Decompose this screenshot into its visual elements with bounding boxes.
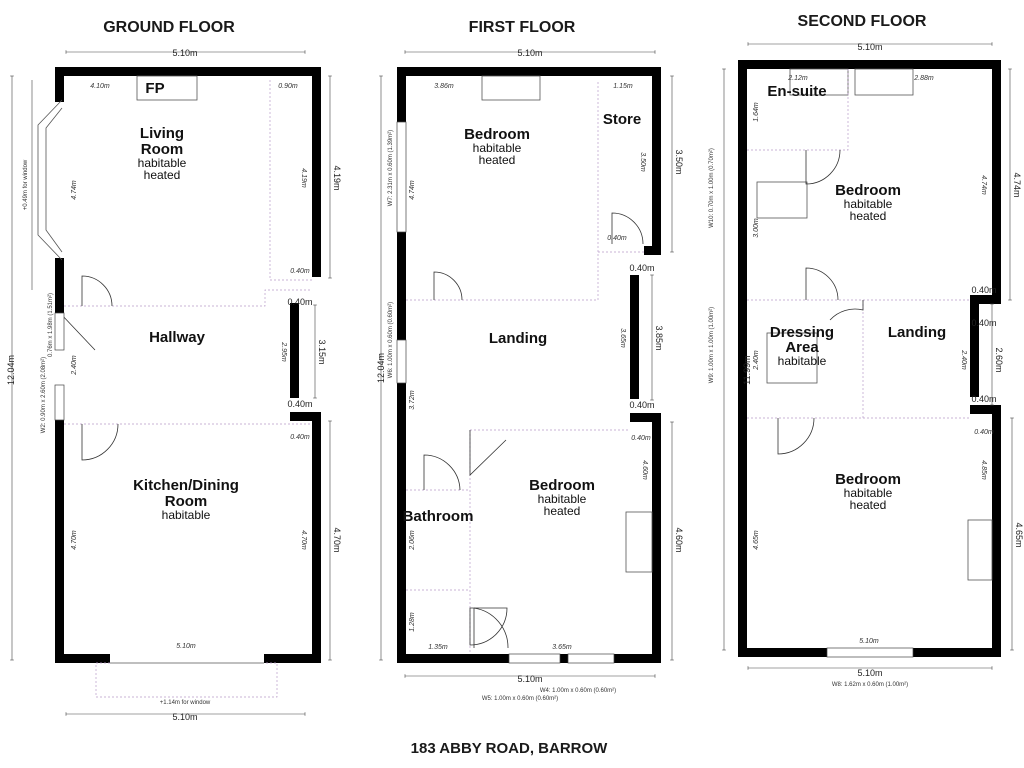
- ground-door-note: 0.76m x 1.98m (1.51m²): [48, 292, 54, 358]
- first-left-wall-mid: [397, 232, 406, 340]
- second-bedroom2-name: Bedroom: [835, 471, 901, 488]
- second-bottom-wall-right: [913, 648, 1001, 657]
- ground-living-name1: Living: [139, 125, 185, 142]
- second-right-wall-mid: [970, 295, 979, 397]
- second-w9-note: W9: 1.00m x 1.00m (1.00m²): [709, 306, 715, 384]
- second-bedroom-door[interactable]: [806, 268, 838, 300]
- second-bedroom1-name: Bedroom: [835, 182, 901, 199]
- ground-front-door[interactable]: [60, 313, 95, 350]
- ground-living-tag2: heated: [143, 168, 181, 182]
- first-bedroom2-fireplace: [626, 512, 652, 572]
- second-floor-title: SECOND FLOOR: [797, 13, 927, 30]
- ground-dim-step2: 0.40m: [287, 297, 313, 307]
- second-bed2-door[interactable]: [778, 418, 814, 454]
- ground-dim-kitchen-left: 4.70m: [71, 530, 78, 550]
- property-address: 183 ABBY ROAD, BARROW: [410, 740, 608, 757]
- second-dim-bed-left: 3.00m: [753, 218, 760, 238]
- first-w6-note: W6: 1.00m x 0.60m (0.60m²): [388, 301, 394, 379]
- second-dim-bed2-right: 4.85m: [980, 460, 987, 480]
- first-floor-title: FIRST FLOOR: [468, 19, 576, 36]
- ground-floor-plan: [6, 19, 342, 722]
- ground-w2-note: W2: 0.90m x 2.60m (2.08m²): [41, 356, 47, 434]
- first-right-wall-bottom: [652, 413, 661, 663]
- ground-kitchen-tag1: habitable: [161, 508, 211, 522]
- second-bottom-wall-left: [738, 648, 827, 657]
- first-dim-step1: 0.40m: [629, 263, 655, 273]
- first-bottom-wall-left: [397, 654, 509, 663]
- second-dressing-name1: Dressing: [769, 324, 835, 341]
- second-width-top: 5.10m: [857, 42, 883, 52]
- first-w5-note: W5: 1.00m x 0.60m (0.60m²): [481, 696, 559, 702]
- first-width-bottom: 5.10m: [517, 674, 543, 684]
- ground-right-wall-top: [312, 67, 321, 277]
- first-left-wall-top: [397, 67, 406, 122]
- second-bedroom1-tag2: heated: [849, 209, 887, 223]
- first-dim-landing-left: 3.72m: [409, 390, 416, 410]
- first-dim-bed2-right: 4.60m: [641, 460, 648, 480]
- second-dim-bed2-left: 4.65m: [753, 530, 760, 550]
- first-bedroom1-tag1: habitable: [472, 141, 522, 155]
- first-bed-landing-divider: [406, 80, 598, 300]
- second-w10-note: W10: 0.70m x 1.00m (0.70m²): [709, 148, 715, 228]
- second-bedroom-fixture: [855, 69, 913, 95]
- ground-dim-living-depth-right: 4.19m: [300, 168, 307, 188]
- ground-right-wall-mid: [290, 303, 299, 398]
- first-floor-plan: [376, 19, 684, 702]
- ground-window-note-left: +0.49m for window: [23, 159, 29, 211]
- first-right-wall-mid: [630, 275, 639, 399]
- ground-bottom-bay: [96, 663, 277, 697]
- second-dim-bed-right: 4.74m: [980, 175, 987, 195]
- second-dim-ens-left: 1.64m: [753, 102, 760, 122]
- second-dim-ens-top: 2.12m: [788, 75, 808, 82]
- ground-kitchen-name2: Room: [164, 493, 208, 510]
- ground-dim-hall-ext: 3.15m: [317, 339, 327, 365]
- first-dim-step3: 0.40m: [631, 435, 651, 442]
- second-dormer: [757, 182, 807, 218]
- ground-top-wall: [55, 67, 321, 76]
- first-dim-step2: 0.40m: [629, 400, 655, 410]
- second-top-wall: [738, 60, 1001, 69]
- second-dressing-name2: Area: [785, 339, 819, 356]
- first-dim-store-right: 3.50m: [639, 152, 646, 172]
- second-w8-window: [827, 648, 913, 657]
- ground-width-top: 5.10m: [172, 48, 198, 58]
- ground-dim-kitchen-bottom: 5.10m: [176, 643, 196, 650]
- second-right-wall-bottom: [992, 405, 1001, 657]
- second-bedroom2-fireplace: [968, 520, 992, 580]
- ground-dim-hall-int: 2.95m: [280, 342, 287, 362]
- first-width-top: 5.10m: [517, 48, 543, 58]
- first-w4-note: W4: 1.00m x 0.60m (0.60m²): [539, 688, 617, 694]
- first-bathroom-name: Bathroom: [402, 508, 474, 525]
- second-bedroom2-tag1: habitable: [843, 486, 893, 500]
- first-w4-window: [568, 654, 614, 663]
- ground-dim-living-left: 4.10m: [90, 83, 110, 90]
- ground-dim-step1: 0.40m: [290, 268, 310, 275]
- first-dim-bed2-bottom: 3.65m: [552, 644, 572, 651]
- first-dim-landing-right: 3.65m: [619, 328, 626, 348]
- second-bedroom2-tag2: heated: [849, 498, 887, 512]
- first-store-name: Store: [602, 111, 642, 128]
- ground-left-wall-bottom: [55, 420, 64, 663]
- ground-depth-left: 12.04m: [6, 354, 16, 386]
- first-w6-window: [397, 340, 406, 383]
- first-dim-landing-ext: 3.85m: [654, 325, 664, 351]
- ground-dim-living-depth-ext: 4.19m: [332, 165, 342, 191]
- first-dim-bed-top: 3.86m: [434, 83, 454, 90]
- second-width-bottom: 5.10m: [857, 668, 883, 678]
- first-bedroom2-tag2: heated: [543, 504, 581, 518]
- second-w8-note: W8: 1.62m x 0.60m (1.00m²): [831, 682, 909, 688]
- first-w7-note: W7: 2.31m x 0.60m (1.39m²): [388, 129, 394, 207]
- ground-fp-label: FP: [145, 80, 165, 97]
- second-dim-step3: 0.40m: [971, 394, 997, 404]
- first-w5-window: [509, 654, 560, 663]
- first-w7-window: [397, 122, 406, 232]
- ground-kitchen-name1: Kitchen/Dining: [133, 477, 239, 494]
- ground-living-tag1: habitable: [137, 156, 187, 170]
- ground-left-wall-top: [55, 67, 64, 102]
- ground-dim-living-right-top: 0.90m: [278, 83, 298, 90]
- second-dim-step1: 0.40m: [971, 285, 997, 295]
- first-right-wall-top: [652, 67, 661, 252]
- ground-living-hall-divider: [64, 290, 312, 306]
- ground-kitchen-door[interactable]: [82, 424, 118, 460]
- first-dim-bath-left: 2.06m: [409, 530, 416, 550]
- first-bathroom-door[interactable]: [424, 455, 460, 490]
- second-right-wall-top: [992, 60, 1001, 295]
- first-bed2-door[interactable]: [470, 430, 506, 475]
- second-dim-step4: 0.40m: [974, 429, 994, 436]
- second-dim-step2: 0.40m: [971, 318, 997, 328]
- ground-dim-kitchen-right: 4.70m: [300, 530, 307, 550]
- ground-living-name2: Room: [140, 141, 184, 158]
- second-dim-bed-top: 2.88m: [914, 75, 934, 82]
- ground-step-wall: [290, 412, 321, 421]
- ground-dim-step3: 0.40m: [287, 399, 313, 409]
- ground-living-door[interactable]: [82, 276, 112, 306]
- first-dim-bed-left: 4.74m: [409, 180, 416, 200]
- ground-right-wall-bottom: [312, 420, 321, 663]
- ground-dim-kitchen-ext: 4.70m: [332, 527, 342, 553]
- first-dim-store-ext: 3.50m: [674, 149, 684, 175]
- second-ensuite-name: En-suite: [767, 83, 827, 100]
- second-ensuite-door[interactable]: [806, 150, 840, 184]
- second-dim-bed-ext: 4.74m: [1012, 172, 1022, 198]
- first-bedroom2-tag1: habitable: [537, 492, 587, 506]
- first-dim-bed2-ext: 4.60m: [674, 527, 684, 553]
- second-floor-plan: [709, 13, 1024, 688]
- second-dressing-door[interactable]: [830, 300, 863, 320]
- ground-dim-hall-left: 2.40m: [71, 355, 78, 375]
- second-dim-land-ext: 2.60m: [994, 347, 1004, 373]
- ground-width-bottom: 5.10m: [172, 712, 198, 722]
- first-dim-bath-bottom: 1.35m: [428, 644, 448, 651]
- first-dim-store-top: 1.15m: [613, 83, 633, 90]
- second-dim-bed2-ext: 4.65m: [1014, 522, 1024, 548]
- first-bedroom-door[interactable]: [434, 272, 462, 300]
- second-landing-name: Landing: [887, 324, 947, 341]
- first-dim-bath-low: 1.28m: [409, 612, 416, 632]
- first-depth-left: 12.04m: [376, 352, 386, 384]
- first-bedroom-fireplace: [482, 76, 540, 100]
- ground-left-wall-mid: [55, 258, 64, 313]
- first-bedroom1-name: Bedroom: [464, 126, 530, 143]
- ground-dim-living-depth-left: 4.74m: [71, 180, 78, 200]
- second-dim-bed2-bottom: 5.10m: [859, 638, 879, 645]
- second-depth-left: 11.99m: [742, 355, 752, 385]
- ground-dim-step4: 0.40m: [290, 434, 310, 441]
- second-bedroom1-tag1: habitable: [843, 197, 893, 211]
- first-bedroom2-name: Bedroom: [529, 477, 595, 494]
- first-top-wall: [397, 67, 661, 76]
- first-lower-door[interactable]: [474, 608, 508, 648]
- second-dim-land-right: 2.40m: [960, 350, 967, 370]
- first-dim-store-door: 0.40m: [607, 235, 627, 242]
- ground-window-note-bottom: +1.14m for window: [159, 700, 211, 706]
- first-landing-name: Landing: [488, 330, 548, 347]
- second-dim-dress-left: 2.40m: [753, 350, 760, 370]
- first-bedroom1-tag2: heated: [478, 153, 516, 167]
- ground-hallway-name: Hallway: [149, 329, 205, 346]
- second-dressing-tag1: habitable: [777, 354, 827, 368]
- ground-floor-title: GROUND FLOOR: [103, 19, 235, 36]
